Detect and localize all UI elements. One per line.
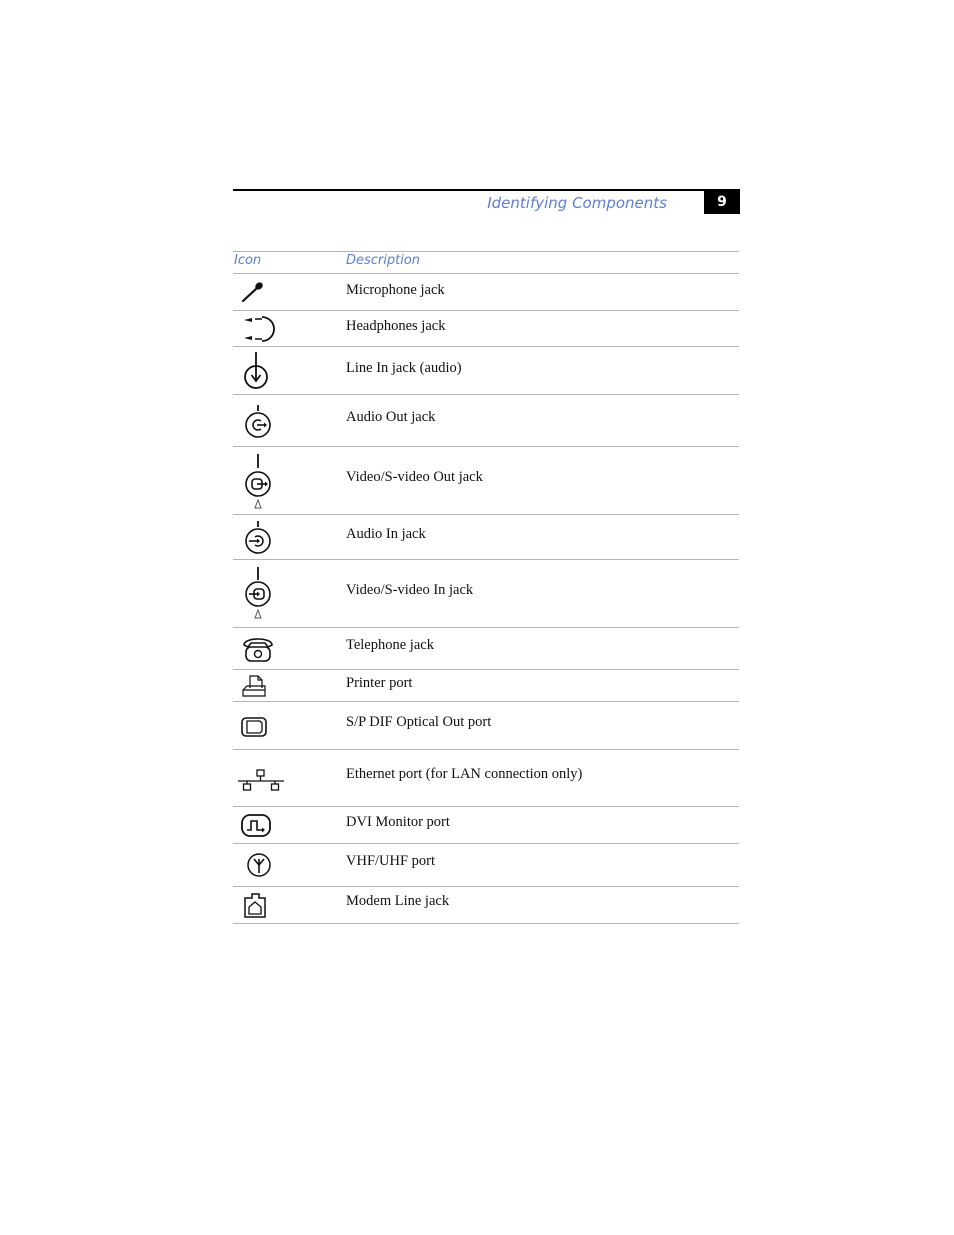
icon-table: [233, 251, 739, 924]
table-header-row: [233, 251, 739, 274]
row-description: S/P DIF Optical Out port: [346, 714, 492, 730]
table-row: [233, 887, 739, 924]
headphones-icon: [235, 311, 289, 346]
row-description: Video/S-video Out jack: [346, 469, 483, 485]
table-row: [233, 395, 739, 447]
printer-icon: [235, 670, 289, 701]
telephone-icon: [235, 628, 289, 669]
table-row: [233, 515, 739, 560]
row-description: Video/S-video In jack: [346, 582, 474, 598]
table-row: [233, 750, 739, 807]
section-title: Identifying Components: [487, 194, 667, 212]
icon-column-header: Icon: [234, 253, 262, 268]
table-row: [233, 628, 739, 670]
audio-in-icon: [235, 515, 289, 559]
table-row: [233, 447, 739, 515]
line-in-icon: [235, 347, 289, 394]
row-description: Ethernet port (for LAN connection only): [346, 766, 583, 782]
row-description: Audio Out jack: [346, 409, 436, 425]
row-description: DVI Monitor port: [346, 814, 450, 830]
page-number: 9: [704, 191, 740, 214]
row-description: Modem Line jack: [346, 893, 450, 909]
optical-out-icon: [235, 702, 289, 749]
row-description: Telephone jack: [346, 637, 434, 653]
row-description: Microphone jack: [346, 282, 445, 298]
page-header: [233, 189, 740, 214]
description-column-header: Description: [346, 253, 421, 268]
table-row: [233, 670, 739, 702]
table-row: [233, 274, 739, 311]
table-row: [233, 844, 739, 887]
row-description: Line In jack (audio): [346, 360, 462, 376]
header-rule: [233, 189, 740, 191]
dvi-monitor-icon: [235, 807, 289, 843]
modem-icon: [235, 887, 289, 923]
microphone-icon: [235, 274, 289, 310]
table-row: [233, 702, 739, 750]
video-out-icon: [235, 447, 289, 514]
row-description: Audio In jack: [346, 526, 426, 542]
table-row: [233, 560, 739, 628]
ethernet-icon: [235, 750, 289, 806]
antenna-icon: [235, 844, 289, 886]
audio-out-icon: [235, 395, 289, 446]
row-description: VHF/UHF port: [346, 853, 436, 869]
table-row: [233, 807, 739, 844]
table-row: [233, 311, 739, 347]
row-description: Headphones jack: [346, 318, 446, 334]
table-row: [233, 347, 739, 395]
video-in-icon: [235, 560, 289, 627]
row-description: Printer port: [346, 675, 413, 691]
